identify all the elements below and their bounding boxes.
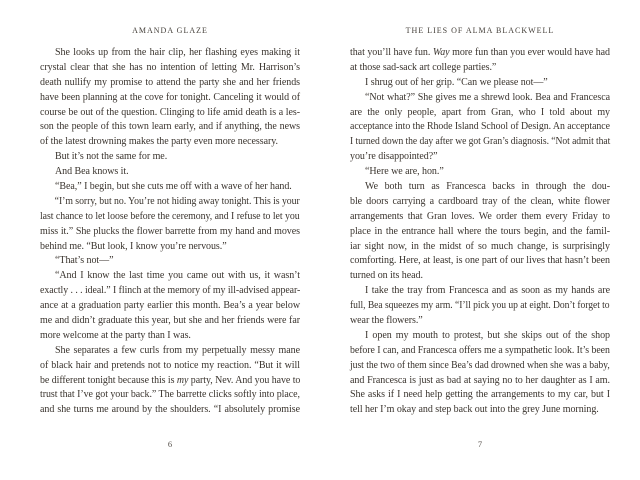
text-line: tell her I’m okay and step back out into the grey June morning. [350, 404, 599, 416]
text-line: miss it.” She plucks the flower barrette from my hand and moves [40, 225, 300, 237]
text-line: behind me. “But look, I know you’re nervous.” [40, 240, 227, 252]
text-line: “I’m sorry, but no. You’re not hiding away tonight. This is your [54, 195, 300, 207]
text-line: and Francesca is just as bad at saying no to her daughter as I am. [350, 374, 610, 386]
text-line: you’re disappointed?” [350, 151, 438, 163]
text-line: “Not what?” She gives me a shrewd look. Bea and Francesca [365, 91, 610, 103]
page-left [40, 0, 300, 480]
text-line: just the two of them since Bea’s dad drowned when she was a baby, [350, 359, 610, 371]
text-line: “Bea,” I begin, but she cuts me off with a wave of her hand. [55, 181, 292, 193]
text-line: wear the flowers.” [350, 315, 423, 327]
text-line: arrangements that Gran loves. We order them every Friday to [350, 210, 610, 222]
text-line: I take the tray from Francesca and as soon as my hands are [365, 285, 610, 297]
page-body-right [350, 46, 610, 418]
text-line: turned on its head. [350, 270, 423, 282]
text-line: of black hair and pretends not to notice my reaction. “But it will [40, 359, 300, 371]
text-line: iar sight now, in the midst of so much change, is surprisingly [350, 240, 610, 252]
text-line: “That’s not—” [55, 255, 114, 267]
text-line: have been planning at the cove for tonight. Canceling it would of [40, 91, 300, 103]
text-line: before I can, and Francesca offers me a sympathetic look. It’s been [350, 344, 610, 356]
text-line: She separates a few curls from my perpetually messy mane [55, 344, 300, 356]
page-number-left: 6 [167, 439, 173, 449]
running-head-title: THE LIES OF ALMA BLACKWELL [405, 26, 555, 35]
text-line: course be out of the question. Clinging to life amid death is a les- [40, 106, 300, 118]
text-line: crystal clear that she has no intention of letting Mr. Harrison’s [40, 61, 300, 73]
text-line: of the latest drowning makes the party even more necessary. [40, 136, 278, 148]
page-body-left [40, 46, 300, 418]
page-number-right: 7 [477, 439, 483, 449]
running-head-author: AMANDA GLAZE [132, 26, 208, 35]
text-line: ance at a graduation party earlier this month. Bea’s a year below [40, 300, 300, 312]
text-line: comforting. Here, at least, is one part of our lives that hasn’t been [350, 255, 610, 267]
text-line: last chance to let loose before the ceremony, and I refuse to let you [40, 210, 300, 222]
text-line: more welcome at the party than I was. [40, 329, 191, 341]
text-line: and she turns me around by the shoulders. “I absolutely promise [40, 404, 300, 416]
text-line: son the people of this town learn early, and if anything, the news [40, 121, 300, 133]
text-line: exactly . . . ideal.” I flinch at the memory of my ill-advised appear- [40, 285, 301, 297]
text-line: “Here we are, hon.” [365, 166, 444, 178]
text-line: She asks if I need help getting the arrangements to my car, but I [350, 389, 610, 401]
text-line: “And I know the last time you came out with us, it wasn’t [55, 270, 300, 282]
text-line: trust that I’ve got your back.” The barrette clicks softly into place, [40, 389, 300, 401]
text-line: are the only people, apart from Gran, who I told about my [350, 106, 610, 118]
text-line: death nullify my promise to attend the party she and her friends [40, 76, 300, 88]
text-line: at those sad-sack art college parties.” [350, 61, 497, 73]
text-line: I open my mouth to protest, but she skips out of the shop [365, 329, 610, 341]
page-right [350, 0, 610, 480]
text-line: be different tonight because this is my party, Nev. And you have to [40, 374, 301, 386]
text-line: I shrug out of her grip. “Can we please not—” [365, 76, 548, 88]
text-line: We both turn as Francesca backs in through the dou- [365, 181, 610, 193]
text-line: And Bea knows it. [55, 166, 129, 178]
text-line: place in the entrance hall where the tours begin, and the famil- [350, 225, 610, 237]
text-line: me and didn’t graduate this year, but she and her friends were far [40, 315, 300, 327]
text-line: that you’ll have fun. Way more fun than you ever would have had [350, 47, 610, 58]
text-line: ble doors carrying a cardboard tray of the clean, white flower [350, 195, 610, 207]
text-line: acceptance into the Rhode Island School of Design. An acceptance [350, 121, 610, 133]
text-line: She looks up from the hair clip, her flashing eyes making it [55, 47, 300, 58]
text-line: But it’s not the same for me. [55, 151, 168, 163]
text-line: full, Bea squeezes my arm. “I’ll pick you up at eight. Don’t forget to [350, 300, 610, 312]
text-line: I turned down the day after we got Gran’s diagnosis. “Not admit that [350, 136, 611, 148]
